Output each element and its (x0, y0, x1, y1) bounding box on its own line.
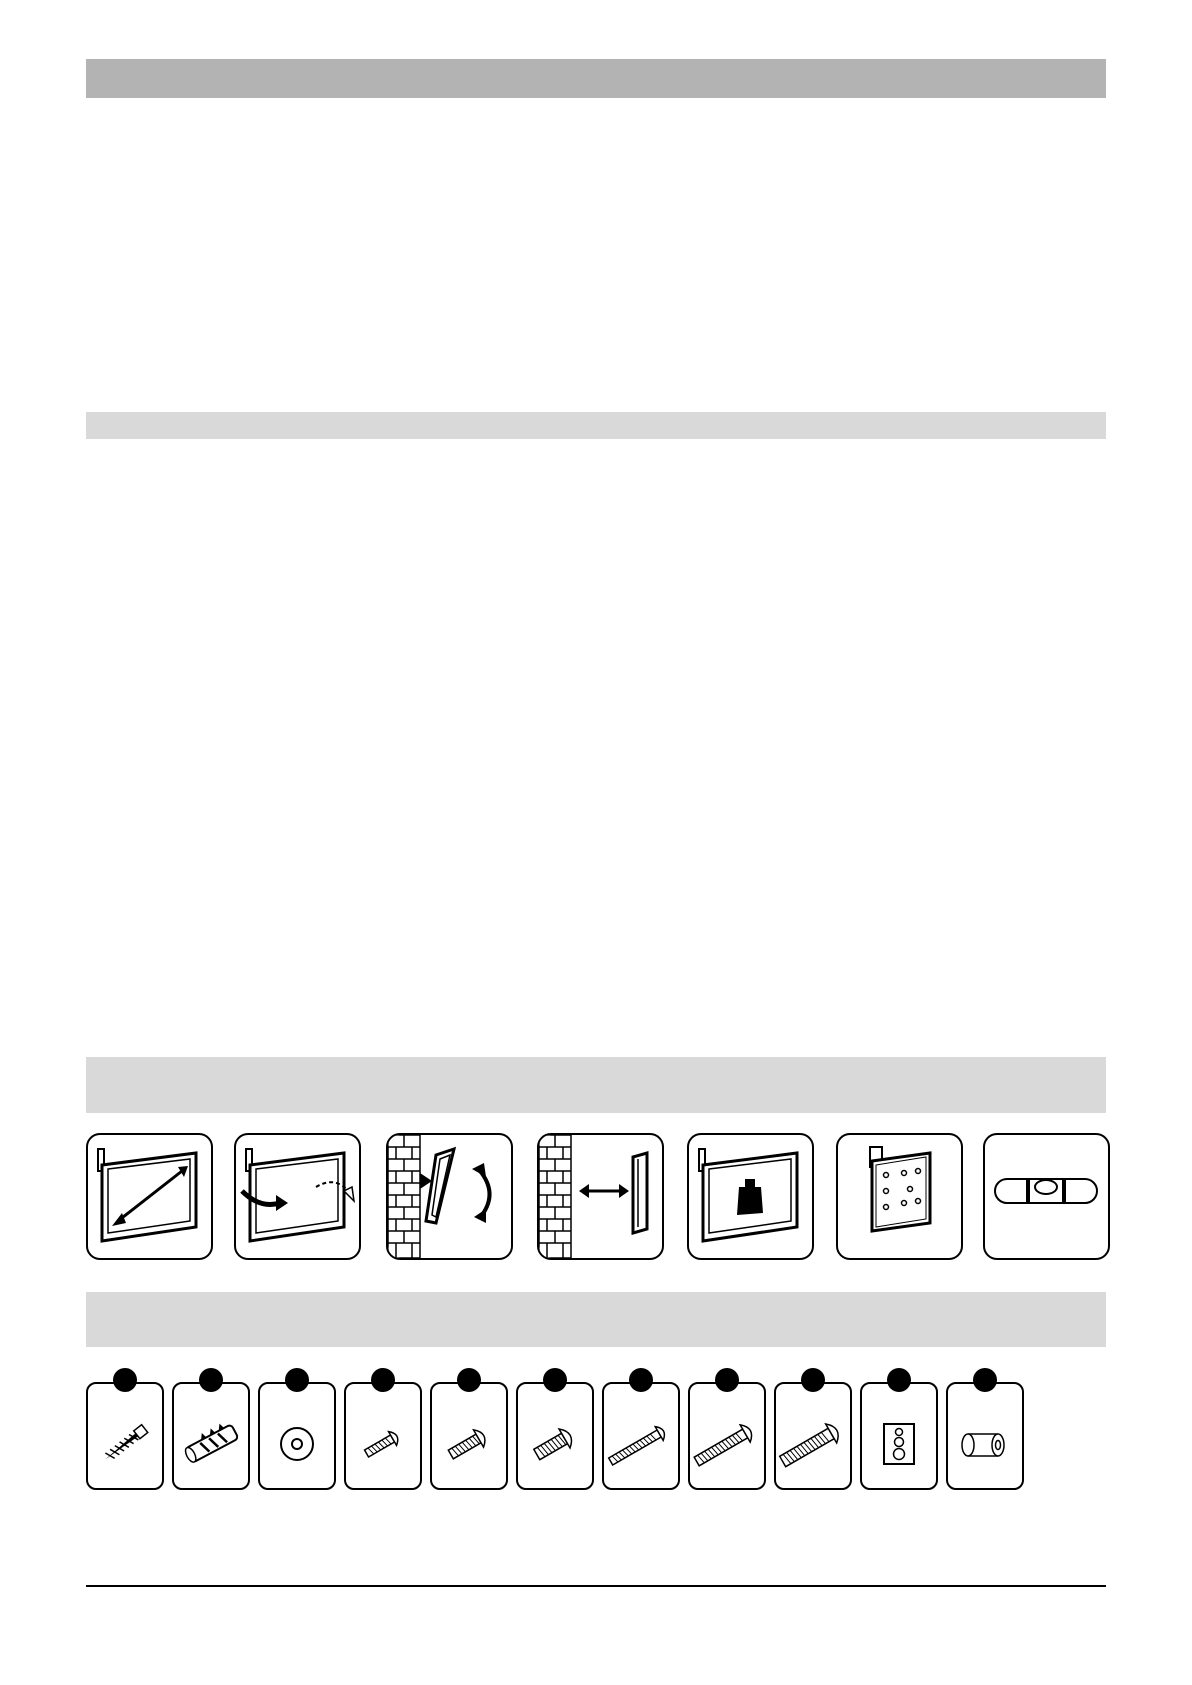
spacer-plate-icon (860, 1382, 938, 1490)
part-item (946, 1368, 1024, 1492)
washer-icon (258, 1382, 336, 1490)
part-badge (285, 1368, 309, 1392)
parts-bar (86, 1292, 1106, 1347)
part-badge (801, 1368, 825, 1392)
part-badge (543, 1368, 567, 1392)
parts-title (86, 1292, 1106, 1304)
feature-icons (86, 1133, 1106, 1263)
part-badge (457, 1368, 481, 1392)
part-item (688, 1368, 766, 1492)
tilt-icon (386, 1133, 513, 1260)
features-bar (86, 1057, 1106, 1113)
long-bolt-icon (774, 1382, 852, 1490)
spacer-sleeve-icon (946, 1382, 1024, 1490)
short-bolt-icon (430, 1382, 508, 1490)
short-bolt-icon (344, 1382, 422, 1490)
part-item (774, 1368, 852, 1492)
swivel-icon (234, 1133, 361, 1260)
part-badge (629, 1368, 653, 1392)
spirit-level-icon (983, 1133, 1110, 1260)
wall-plug-icon (172, 1382, 250, 1490)
screen-size-icon (86, 1133, 213, 1260)
long-bolt-icon (602, 1382, 680, 1490)
part-item (258, 1368, 336, 1492)
lag-screw-icon (86, 1382, 164, 1490)
part-item (172, 1368, 250, 1492)
footer-rule (86, 1585, 1106, 1587)
part-item (344, 1368, 422, 1492)
part-badge (715, 1368, 739, 1392)
part-item (516, 1368, 594, 1492)
part-item (430, 1368, 508, 1492)
part-item (86, 1368, 164, 1492)
part-item (860, 1368, 938, 1492)
title-bar (86, 59, 1106, 98)
part-badge (887, 1368, 911, 1392)
long-bolt-icon (688, 1382, 766, 1490)
part-badge (199, 1368, 223, 1392)
features-title (86, 1057, 1106, 1069)
vesa-plate-icon (836, 1133, 963, 1260)
wall-distance-icon (537, 1133, 664, 1260)
part-item (602, 1368, 680, 1492)
short-bolt-icon (516, 1382, 594, 1490)
part-badge (371, 1368, 395, 1392)
page-title (86, 59, 1106, 71)
section-bar (86, 412, 1106, 439)
part-badge (113, 1368, 137, 1392)
parts-list (86, 1368, 1106, 1498)
max-weight-icon (687, 1133, 814, 1260)
section-title (86, 412, 1106, 424)
part-badge (973, 1368, 997, 1392)
